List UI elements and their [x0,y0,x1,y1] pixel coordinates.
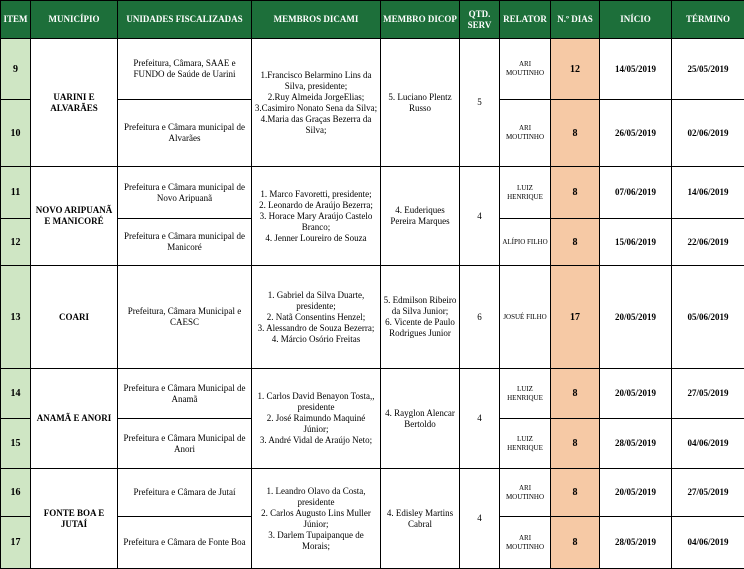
item-number: 16 [1,469,31,517]
dicami-member: 2. Natã Consentins Henzel; [254,312,378,323]
inicio-cell: 14/05/2019 [600,39,672,100]
table-row [1,469,744,517]
membro-dicop-cell [381,369,460,469]
dicop-member: 4. Euderiques Pereira Marques [383,205,457,227]
relator-cell: ALÍPIO FILHO [500,219,551,266]
item-number: 10 [1,100,31,167]
termino-cell: 22/06/2019 [672,219,744,266]
dicop-member: 6. Vicente de Paulo Rodrigues Junior [383,317,457,339]
table-row [1,369,744,419]
termino-cell: 27/05/2019 [672,469,744,517]
membro-dicop-cell [381,167,460,266]
inicio-cell: 20/05/2019 [600,266,672,369]
header-municipio: MUNICÍPIO [31,1,118,39]
dicami-member: 2.Ruy Almeida JorgeElias; [254,92,378,103]
dicop-member: 5. Edmilson Ribeiro da Silva Junior; [383,295,457,317]
dias-cell: 12 [551,39,600,100]
item-number: 17 [1,517,31,569]
header-membro-dicop: MEMBRO DICOP [381,1,460,39]
membros-dicami-cell [252,469,381,569]
header-row [1,1,744,39]
unidades-cell: Prefeitura, Câmara, SAAE e FUNDO de Saúde de Uarini [118,39,252,100]
dicop-member: 4. Rayglon Alencar Bertoldo [383,408,457,430]
header-qtd-serv: QTD. SERV [460,1,500,39]
relator-cell: ARI MOUTINHO [500,39,551,100]
unidades-cell: Prefeitura e Câmara de Jutaí [118,469,252,517]
dicami-member: 2. José Raimundo Maquiné Júnior; [254,413,378,435]
dias-cell: 8 [551,369,600,419]
membros-dicami-cell [252,266,381,369]
inicio-cell: 26/05/2019 [600,100,672,167]
dias-cell: 8 [551,469,600,517]
membros-dicami-cell [252,39,381,167]
relator-cell: ARI MOUTINHO [500,469,551,517]
dicami-member: 1.Francisco Belarmino Lins da Silva, presidente; [254,70,378,92]
dias-cell: 8 [551,517,600,569]
item-number: 12 [1,219,31,266]
dicami-member: 3.Casimiro Nonato Sena da Silva; [254,103,378,114]
relator-cell: LUIZ HENRIQUE [500,167,551,219]
qtd-serv-cell: 6 [460,266,500,369]
membro-dicop-cell [381,266,460,369]
dicami-member: 1. Leandro Olavo da Costa, presidente [254,486,378,508]
dicami-member: 4.Maria das Graças Bezerra da Silva; [254,114,378,136]
membro-dicop-cell [381,39,460,167]
dias-cell: 8 [551,219,600,266]
municipio-cell: NOVO ARIPUANÃ E MANICORÉ [31,167,118,266]
dicami-member: 3. André Vidal de Araújo Neto; [254,435,378,446]
qtd-serv-cell: 4 [460,469,500,569]
relator-cell: LUIZ HENRIQUE [500,369,551,419]
unidades-cell: Prefeitura e Câmara municipal de Manicoré [118,219,252,266]
dicami-member: 1. Gabriel da Silva Duarte, presidente; [254,290,378,312]
relator-cell: JOSUÉ FILHO [500,266,551,369]
membros-dicami-cell [252,167,381,266]
dias-cell: 8 [551,167,600,219]
relator-cell: LUIZ HENRIQUE [500,419,551,469]
header-item: ITEM [1,1,31,39]
item-number: 15 [1,419,31,469]
membro-dicop-cell [381,469,460,569]
municipio-cell: ANAMÃ E ANORI [31,369,118,469]
header-relator: RELATOR [500,1,551,39]
dicop-member: 5. Luciano Plentz Russo [383,92,457,114]
table-row [1,167,744,219]
unidades-cell: Prefeitura e Câmara Municipal de Anori [118,419,252,469]
unidades-cell: Prefeitura, Câmara Municipal e CAESC [118,266,252,369]
unidades-cell: Prefeitura e Câmara Municipal de Anamã [118,369,252,419]
dias-cell: 8 [551,100,600,167]
termino-cell: 04/06/2019 [672,517,744,569]
dicami-member: 4. Márcio Osório Freitas [254,334,378,345]
termino-cell: 14/06/2019 [672,167,744,219]
relator-cell: ARI MOUTINHO [500,517,551,569]
header-dias: N.º DIAS [551,1,600,39]
table-row [1,39,744,100]
header-termino: TÉRMINO [672,1,744,39]
dicami-member: 1. Carlos David Benayon Tosta,, presidente [254,391,378,413]
unidades-cell: Prefeitura e Câmara municipal de Alvarães [118,100,252,167]
dicami-member: 2. Carlos Augusto Lins Muller Júnior; [254,508,378,530]
municipio-cell: COARI [31,266,118,369]
inicio-cell: 20/05/2019 [600,369,672,419]
item-number: 11 [1,167,31,219]
inicio-cell: 15/06/2019 [600,219,672,266]
termino-cell: 05/06/2019 [672,266,744,369]
qtd-serv-cell: 5 [460,39,500,167]
item-number: 13 [1,266,31,369]
inicio-cell: 28/05/2019 [600,517,672,569]
municipio-cell: FONTE BOA E JUTAÍ [31,469,118,569]
inicio-cell: 20/05/2019 [600,469,672,517]
termino-cell: 02/06/2019 [672,100,744,167]
termino-cell: 27/05/2019 [672,369,744,419]
termino-cell: 04/06/2019 [672,419,744,469]
dicami-member: 3. Horace Mary Araújo Castelo Branco; [254,211,378,233]
membros-dicami-cell [252,369,381,469]
item-number: 14 [1,369,31,419]
item-number: 9 [1,39,31,100]
inicio-cell: 07/06/2019 [600,167,672,219]
inicio-cell: 28/05/2019 [600,419,672,469]
table-row [1,266,744,369]
header-unidades: UNIDADES FISCALIZADAS [118,1,252,39]
dias-cell: 17 [551,266,600,369]
unidades-cell: Prefeitura e Câmara municipal de Novo Aripuanã [118,167,252,219]
dicami-member: 1. Marco Favoretti, presidente; [254,189,378,200]
header-inicio: INÍCIO [600,1,672,39]
qtd-serv-cell: 4 [460,369,500,469]
termino-cell: 25/05/2019 [672,39,744,100]
dicami-member: 2. Leonardo de Araújo Bezerra; [254,200,378,211]
unidades-cell: Prefeitura e Câmara de Fonte Boa [118,517,252,569]
relator-cell: ARI MOUTINHO [500,100,551,167]
dicami-member: 3. Alessandro de Souza Bezerra; [254,323,378,334]
dicop-member: 4. Edisley Martins Cabral [383,508,457,530]
qtd-serv-cell: 4 [460,167,500,266]
dicami-member: 4. Jenner Loureiro de Souza [254,233,378,244]
dicami-member: 3. Darlem Tupaipanque de Morais; [254,530,378,552]
header-membros-dicami: MEMBROS DICAMI [252,1,381,39]
dias-cell: 8 [551,419,600,469]
municipio-cell: UARINI E ALVARÃES [31,39,118,167]
